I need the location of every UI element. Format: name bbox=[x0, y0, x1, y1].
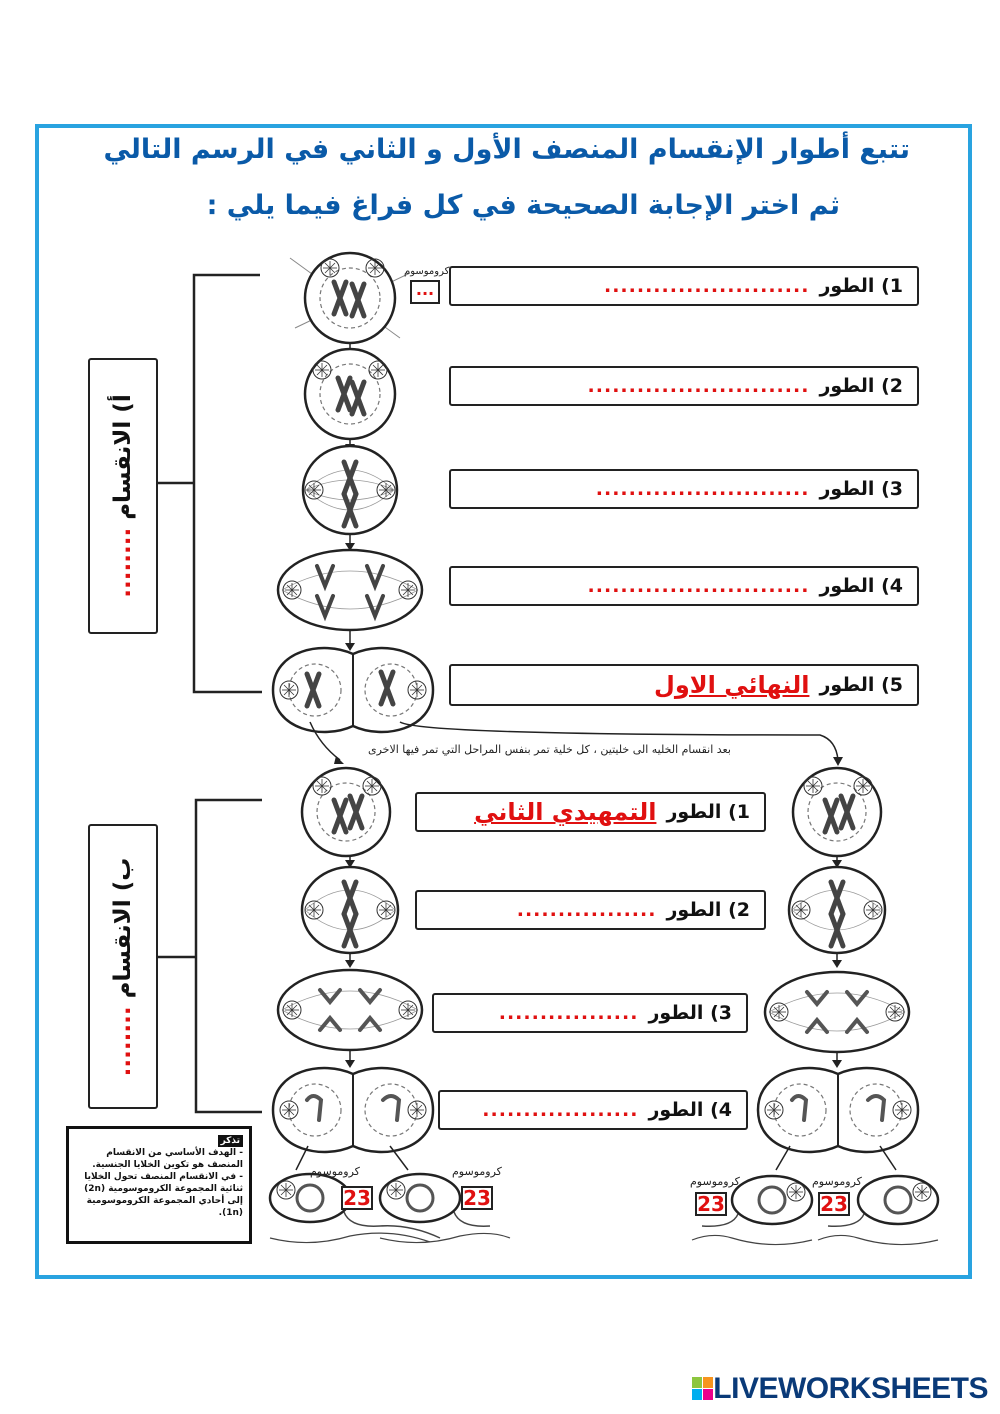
gamete-4-count: 23 bbox=[818, 1192, 850, 1216]
m2-stage-3-answer[interactable]: ................. bbox=[498, 1002, 639, 1024]
m1-stage-2[interactable] bbox=[449, 366, 919, 406]
chromosome-count-input[interactable]: ... bbox=[410, 280, 440, 304]
m2-stage-2-answer[interactable]: ................. bbox=[516, 899, 657, 921]
m2-stage-4-word: الطور bbox=[648, 1099, 704, 1121]
note-line-2: - في الانقسام المنصف تحول الخلايا ثنائية المجموعة الكروموسومية (2n) إلى أحادي المجموعة الكروموسومية (1n). bbox=[84, 1172, 243, 1218]
division-label-b bbox=[88, 824, 158, 1109]
cell-prophase-1 bbox=[290, 253, 410, 343]
cell-metaphase-1-b bbox=[303, 446, 397, 534]
gamete-3-label: كروموسوم bbox=[690, 1175, 740, 1188]
gamete-4-label: كروموسوم bbox=[812, 1175, 862, 1188]
division-b-blank[interactable]: ........ bbox=[110, 1005, 136, 1076]
cell-metaphase-1-a bbox=[305, 349, 395, 439]
m2-stage-1[interactable] bbox=[415, 792, 766, 832]
cell-telophase-2-right bbox=[758, 1068, 918, 1152]
m1-stage-4[interactable] bbox=[449, 566, 919, 606]
division-b-prefix: ب) الانقسام bbox=[110, 857, 136, 998]
m1-stage-1-word: الطور bbox=[819, 275, 875, 297]
m2-stage-3-word: الطور bbox=[648, 1002, 704, 1024]
division-label-a bbox=[88, 358, 158, 634]
gamete-1-count: 23 bbox=[341, 1186, 373, 1210]
m1-stage-2-answer[interactable]: ........................... bbox=[587, 375, 810, 397]
cell-prophase-2-left bbox=[302, 768, 390, 856]
cell-metaphase-2-left bbox=[302, 867, 398, 953]
m1-stage-5-word: الطور bbox=[819, 674, 875, 696]
division-a-blank[interactable]: ........ bbox=[110, 527, 136, 598]
m1-stage-2-word: الطور bbox=[819, 375, 875, 397]
cell-metaphase-2-right bbox=[789, 867, 885, 953]
m2-stage-2[interactable] bbox=[415, 890, 766, 930]
division-a-prefix: أ) الانقسام bbox=[110, 394, 136, 520]
m1-stage-5-answer[interactable]: النهائي الاول bbox=[654, 671, 810, 699]
bracket-meiosis-1 bbox=[158, 275, 262, 692]
m2-stage-4[interactable] bbox=[438, 1090, 748, 1130]
m1-stage-5[interactable] bbox=[449, 664, 919, 706]
m2-stage-2-num: 2) bbox=[728, 899, 750, 921]
reminder-note bbox=[66, 1126, 252, 1244]
gamete-1-label: كروموسوم bbox=[310, 1165, 360, 1178]
note-line-1: - الهدف الأساسي من الانقسام المنصف هو تكوين الخلايا الجنسية. bbox=[92, 1148, 243, 1170]
cell-telophase-2-left bbox=[273, 1068, 433, 1152]
bracket-meiosis-2 bbox=[158, 800, 262, 1112]
m1-stage-4-word: الطور bbox=[819, 575, 875, 597]
liveworksheets-logo-icon bbox=[692, 1377, 714, 1401]
gamete-2-label: كروموسوم bbox=[452, 1165, 502, 1178]
m2-stage-3-num: 3) bbox=[710, 1002, 732, 1024]
m1-stage-4-answer[interactable]: ........................... bbox=[587, 575, 810, 597]
m1-stage-2-num: 2) bbox=[881, 375, 903, 397]
m2-stage-1-num: 1) bbox=[728, 801, 750, 823]
gamete-3-count: 23 bbox=[695, 1192, 727, 1216]
m1-stage-1[interactable] bbox=[449, 266, 919, 306]
m1-stage-1-num: 1) bbox=[881, 275, 903, 297]
split-caption: بعد انقسام الخليه الى خليتين ، كل خلية تمر بنفس المراحل التي تمر فيها الاخرى bbox=[368, 743, 731, 756]
m2-stage-1-word: الطور bbox=[666, 801, 722, 823]
note-header: تذكر bbox=[218, 1135, 243, 1147]
brand-logo-text[interactable]: LIVEWORKSHEETS bbox=[713, 1372, 988, 1405]
m2-stage-4-answer[interactable]: ................... bbox=[482, 1099, 639, 1121]
cell-anaphase-2-right bbox=[765, 972, 909, 1052]
gamete-2-count: 23 bbox=[461, 1186, 493, 1210]
m2-stage-4-num: 4) bbox=[710, 1099, 732, 1121]
chromosome-label-top: كروموسوم bbox=[404, 266, 450, 277]
m1-stage-5-num: 5) bbox=[881, 674, 903, 696]
m1-stage-3-answer[interactable]: .......................... bbox=[595, 478, 810, 500]
m1-stage-3-num: 3) bbox=[881, 478, 903, 500]
cell-prophase-2-right bbox=[793, 768, 881, 856]
cell-anaphase-2-left bbox=[278, 970, 422, 1050]
cell-anaphase-1 bbox=[278, 550, 422, 630]
cell-telophase-1 bbox=[273, 648, 433, 732]
m1-stage-3[interactable] bbox=[449, 469, 919, 509]
m1-stage-4-num: 4) bbox=[881, 575, 903, 597]
m1-stage-1-answer[interactable]: ......................... bbox=[603, 275, 810, 297]
m1-stage-3-word: الطور bbox=[819, 478, 875, 500]
title-line-2: ثم اختر الإجابة الصحيحة في كل فراغ فيما يلي : bbox=[206, 190, 840, 221]
m2-stage-2-word: الطور bbox=[666, 899, 722, 921]
title-line-1: تتبع أطوار الإنقسام المنصف الأول و الثاني في الرسم التالي bbox=[103, 134, 910, 165]
m2-stage-3[interactable] bbox=[432, 993, 748, 1033]
m2-stage-1-answer[interactable]: التمهيدي الثاني bbox=[474, 798, 657, 826]
